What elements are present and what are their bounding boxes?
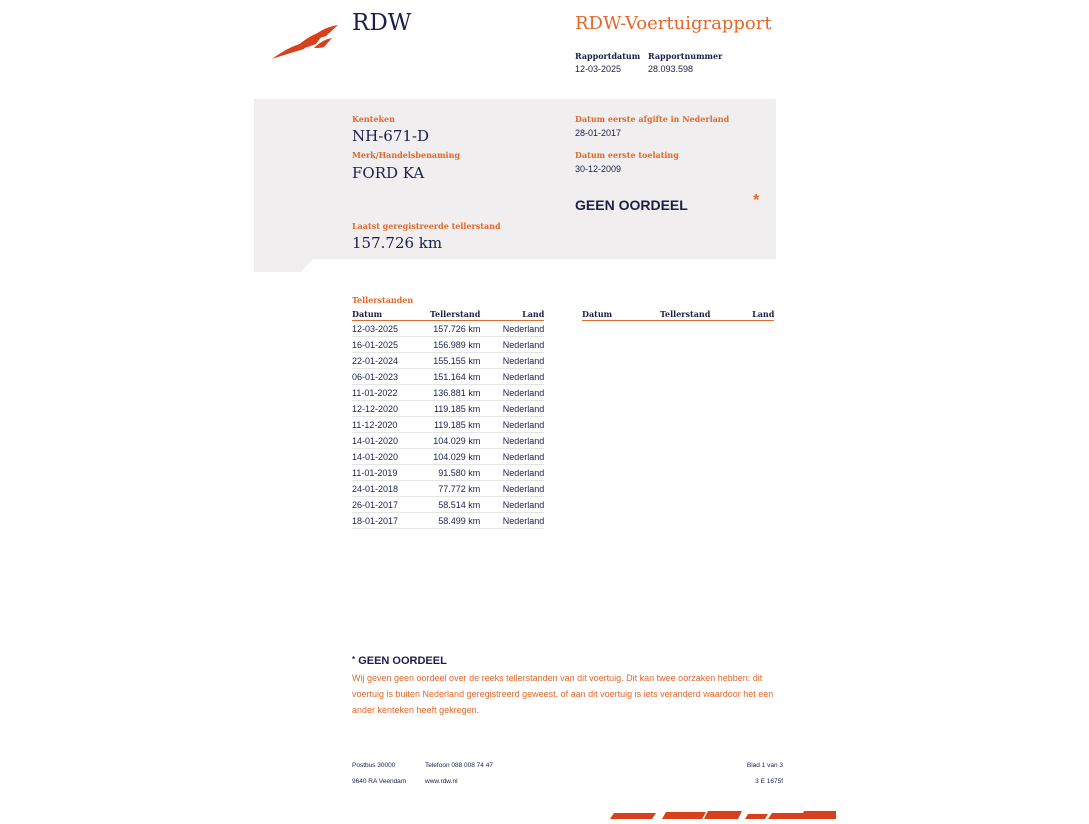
report-number-label: Rapportnummer xyxy=(648,51,723,61)
row-country: Nederland xyxy=(480,385,544,401)
row-country: Nederland xyxy=(480,369,544,385)
row-country: Nederland xyxy=(480,465,544,481)
table-header-row xyxy=(352,309,544,321)
row-date: 12-03-2025 xyxy=(352,321,430,337)
row-country: Nederland xyxy=(480,321,544,337)
plate-label: Kenteken xyxy=(352,114,395,124)
table-row xyxy=(352,417,544,433)
row-reading: 58.499 km xyxy=(430,513,480,529)
row-country: Nederland xyxy=(480,513,544,529)
table-row xyxy=(352,385,544,401)
footer-website[interactable]: www.rdw.nl xyxy=(425,778,458,785)
row-country: Nederland xyxy=(480,417,544,433)
report-date: 12-03-2025 xyxy=(575,64,622,74)
col-country-header: Land xyxy=(480,309,544,321)
row-date: 16-01-2025 xyxy=(352,337,430,353)
verdict: GEEN OORDEEL xyxy=(575,197,688,213)
row-date: 14-01-2020 xyxy=(352,449,430,465)
vehicle-info-panel-tab xyxy=(254,258,314,272)
table-row xyxy=(352,449,544,465)
row-country: Nederland xyxy=(480,433,544,449)
table-header-row xyxy=(582,309,774,321)
table-row xyxy=(352,353,544,369)
row-reading: 104.029 km xyxy=(430,433,480,449)
row-reading: 104.029 km xyxy=(430,449,480,465)
row-date: 14-01-2020 xyxy=(352,433,430,449)
table-row xyxy=(352,465,544,481)
first-nl-value: 28-01-2017 xyxy=(575,128,622,138)
row-country: Nederland xyxy=(480,401,544,417)
footer-city: 9640 RA Veendam xyxy=(352,778,407,785)
table-row xyxy=(352,433,544,449)
row-country: Nederland xyxy=(480,497,544,513)
row-date: 12-12-2020 xyxy=(352,401,430,417)
row-date: 22-01-2024 xyxy=(352,353,430,369)
row-reading: 136.881 km xyxy=(430,385,480,401)
plate-value: NH-671-D xyxy=(352,127,429,145)
table-row xyxy=(352,401,544,417)
row-reading: 119.185 km xyxy=(430,401,480,417)
row-reading: 151.164 km xyxy=(430,369,480,385)
row-reading: 77.772 km xyxy=(430,481,480,497)
footer-code: 3 E 1675f xyxy=(755,778,783,785)
table-row xyxy=(352,513,544,529)
row-country: Nederland xyxy=(480,449,544,465)
brand-name: RDW xyxy=(352,10,412,36)
row-reading: 119.185 km xyxy=(430,417,480,433)
note-heading xyxy=(352,655,447,667)
row-date: 11-01-2019 xyxy=(352,465,430,481)
row-date: 24-01-2018 xyxy=(352,481,430,497)
note-title: GEEN OORDEEL xyxy=(358,655,447,667)
last-odo-value: 157.726 km xyxy=(352,234,443,252)
row-reading: 91.580 km xyxy=(430,465,480,481)
row-country: Nederland xyxy=(480,481,544,497)
last-odo-label: Laatst geregistreerde tellerstand xyxy=(352,221,501,231)
row-reading: 58.514 km xyxy=(430,497,480,513)
table-row xyxy=(352,337,544,353)
make-value: FORD KA xyxy=(352,164,425,182)
odometer-table-left xyxy=(352,309,544,529)
odometer-section-title: Tellerstanden xyxy=(352,295,414,305)
odometer-table-right xyxy=(582,309,774,321)
row-date: 06-01-2023 xyxy=(352,369,430,385)
row-reading: 157.726 km xyxy=(430,321,480,337)
row-country: Nederland xyxy=(480,353,544,369)
bottom-stripes-decoration xyxy=(608,806,836,817)
footer-phone: Telefoon 088 008 74 47 xyxy=(425,762,493,769)
report-number: 28.093.598 xyxy=(648,64,694,74)
row-date: 18-01-2017 xyxy=(352,513,430,529)
rdw-logo-icon xyxy=(270,22,342,62)
col-date-header: Datum xyxy=(582,309,660,321)
report-title: RDW-Voertuigrapport xyxy=(575,13,772,34)
table-row xyxy=(352,497,544,513)
report-date-label: Rapportdatum xyxy=(575,51,641,61)
col-reading-header: Tellerstand xyxy=(430,309,481,319)
first-admission-label: Datum eerste toelating xyxy=(575,150,679,160)
table-row xyxy=(352,481,544,497)
col-country-header: Land xyxy=(710,309,774,321)
row-country: Nederland xyxy=(480,337,544,353)
col-reading-header: Tellerstand xyxy=(660,309,711,319)
make-label: Merk/Handelsbenaming xyxy=(352,150,461,160)
footer-po-box: Postbus 30000 xyxy=(352,762,396,769)
table-row xyxy=(352,321,544,337)
row-reading: 155.155 km xyxy=(430,353,480,369)
verdict-marker: * xyxy=(753,192,760,209)
note-marker: * xyxy=(352,655,356,664)
first-nl-label: Datum eerste afgifte in Nederland xyxy=(575,114,730,124)
footer-page: Blad 1 van 3 xyxy=(746,762,783,769)
row-date: 11-12-2020 xyxy=(352,417,430,433)
row-date: 26-01-2017 xyxy=(352,497,430,513)
col-date-header: Datum xyxy=(352,309,430,321)
row-date: 11-01-2022 xyxy=(352,385,430,401)
note-text: Wij geven geen oordeel over de reeks tellerstanden van dit voertuig. Dit kan twee oorzaken hebben: dit voertuig is buiten Nederland geregistreerd geweest, of aan dit voertuig is iets veranderd waardoor het een ander kenteken heeft gekregen. xyxy=(352,673,774,715)
row-reading: 156.989 km xyxy=(430,337,480,353)
table-row xyxy=(352,369,544,385)
first-admission-value: 30-12-2009 xyxy=(575,164,622,174)
